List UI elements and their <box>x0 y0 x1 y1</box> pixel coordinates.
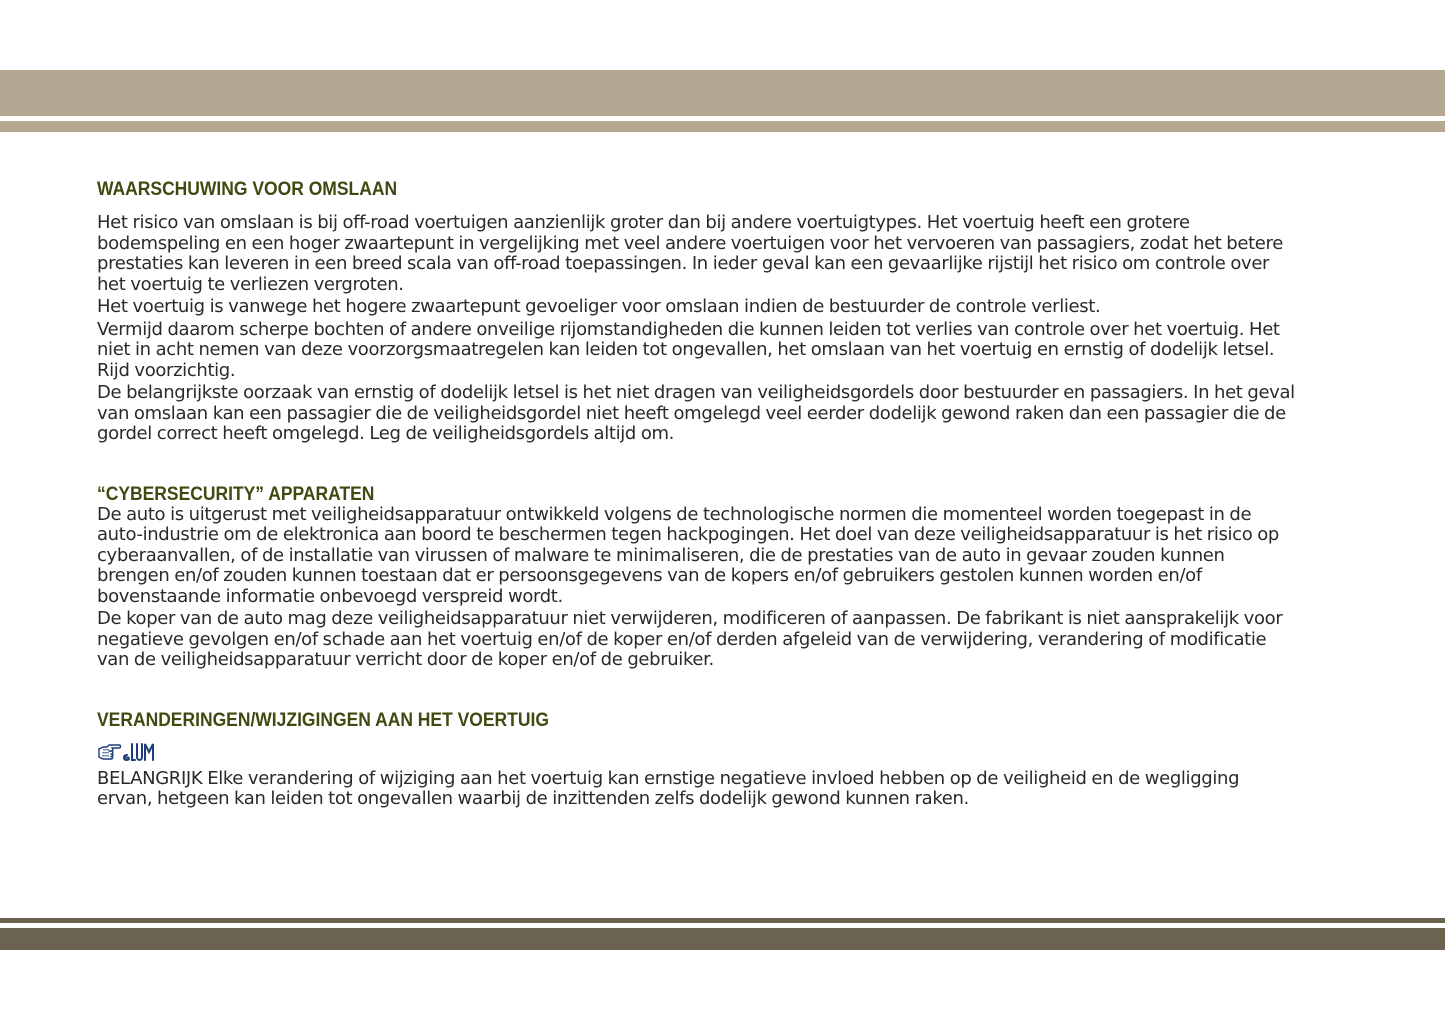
paragraph: De belangrijkste oorzaak van ernstig of dodelijk letsel is het niet dragen van veiligheidsgordels door bestuurder en passagiers. In het geval van omslaan kan een passagier die de veiligheidsgordel niet heeft omgelegd veel eerder dodelijk gewond raken dan een passagier die de gordel correct heeft omgelegd. Leg de veiligheidsgordels altijd om. <box>97 382 1295 444</box>
paragraph: De auto is uitgerust met veiligheidsapparatuur ontwikkeld volgens de technologische normen die momenteel worden toegepast in de auto-industrie om de elektronica aan boord te beschermen tegen hackpogingen. Het doel van deze veiligheidsapparatuur is het risico op cyberaanvallen, of de installatie van virussen of malware te minimaliseren, die de prestaties van de auto in gevaar zouden kunnen brengen en/of zouden kunnen toestaan dat er persoonsgegevens van de kopers en/of gebruikers gestolen kunnen worden en/of bovenstaande informatie onbevoegd verspreid wordt. <box>97 503 1279 607</box>
section-title-rollover-warning: WAARSCHUWING VOOR OMSLAAN <box>97 179 398 200</box>
footer-band-stripe <box>0 918 1445 923</box>
paragraph: De koper van de auto mag deze veiligheidsapparatuur niet verwijderen, modificeren of aanpassen. De fabrikant is niet aansprakelijk voor negatieve gevolgen en/of schade aan het voertuig en/of de koper en/of derden afgeleid van de verwijdering, verandering of modificatie van de veiligheidsapparatuur verricht door de koper en/of de gebruiker. <box>97 608 1283 670</box>
paragraph: Het risico van omslaan is bij off-road voertuigen aanzienlijk groter dan bij andere voertuigtypes. Het voertuig heeft een grotere bodemspeling en een hoger zwaartepunt in vergelijking met veel andere voertuigen voor het vervoeren van passagiers, zodat het betere prestaties kan leveren in een breed scala van off-road toepassingen. In ieder geval kan een gevaarlijke rijstijl het risico om controle over het voertuig te verliezen vergroten. <box>97 212 1283 295</box>
page-content <box>97 176 1297 810</box>
paragraph: Het voertuig is vanwege het hogere zwaartepunt gevoeliger voor omslaan indien de bestuurder de controle verliest. <box>97 296 1101 317</box>
paragraph-important-notice: BELANGRIJK Elke verandering of wijziging aan het voertuig kan ernstige negatieve invloed hebben op de veiligheid en de wegligging ervan, hetgeen kan leiden tot ongevallen waarbij de inzittenden zelfs dodelijk gewond kunnen raken. <box>97 767 1240 809</box>
section-title-cybersecurity: “CYBERSECURITY” APPARATEN <box>97 483 375 505</box>
footer-band <box>0 928 1445 950</box>
pointing-hand-icon <box>97 740 157 766</box>
section-title-vehicle-modifications: VERANDERINGEN/WIJZIGINGEN AAN HET VOERTUIG <box>97 709 549 731</box>
header-band <box>0 70 1445 116</box>
paragraph: Vermijd daarom scherpe bochten of andere onveilige rijomstandigheden die kunnen leiden tot verlies van controle over het voertuig. Het niet in acht nemen van deze voorzorgsmaatregelen kan leiden tot ongevallen, het omslaan van het voertuig en ernstig of dodelijk letsel. Rijd voorzichtig. <box>97 318 1280 381</box>
header-band-stripe <box>0 121 1445 132</box>
